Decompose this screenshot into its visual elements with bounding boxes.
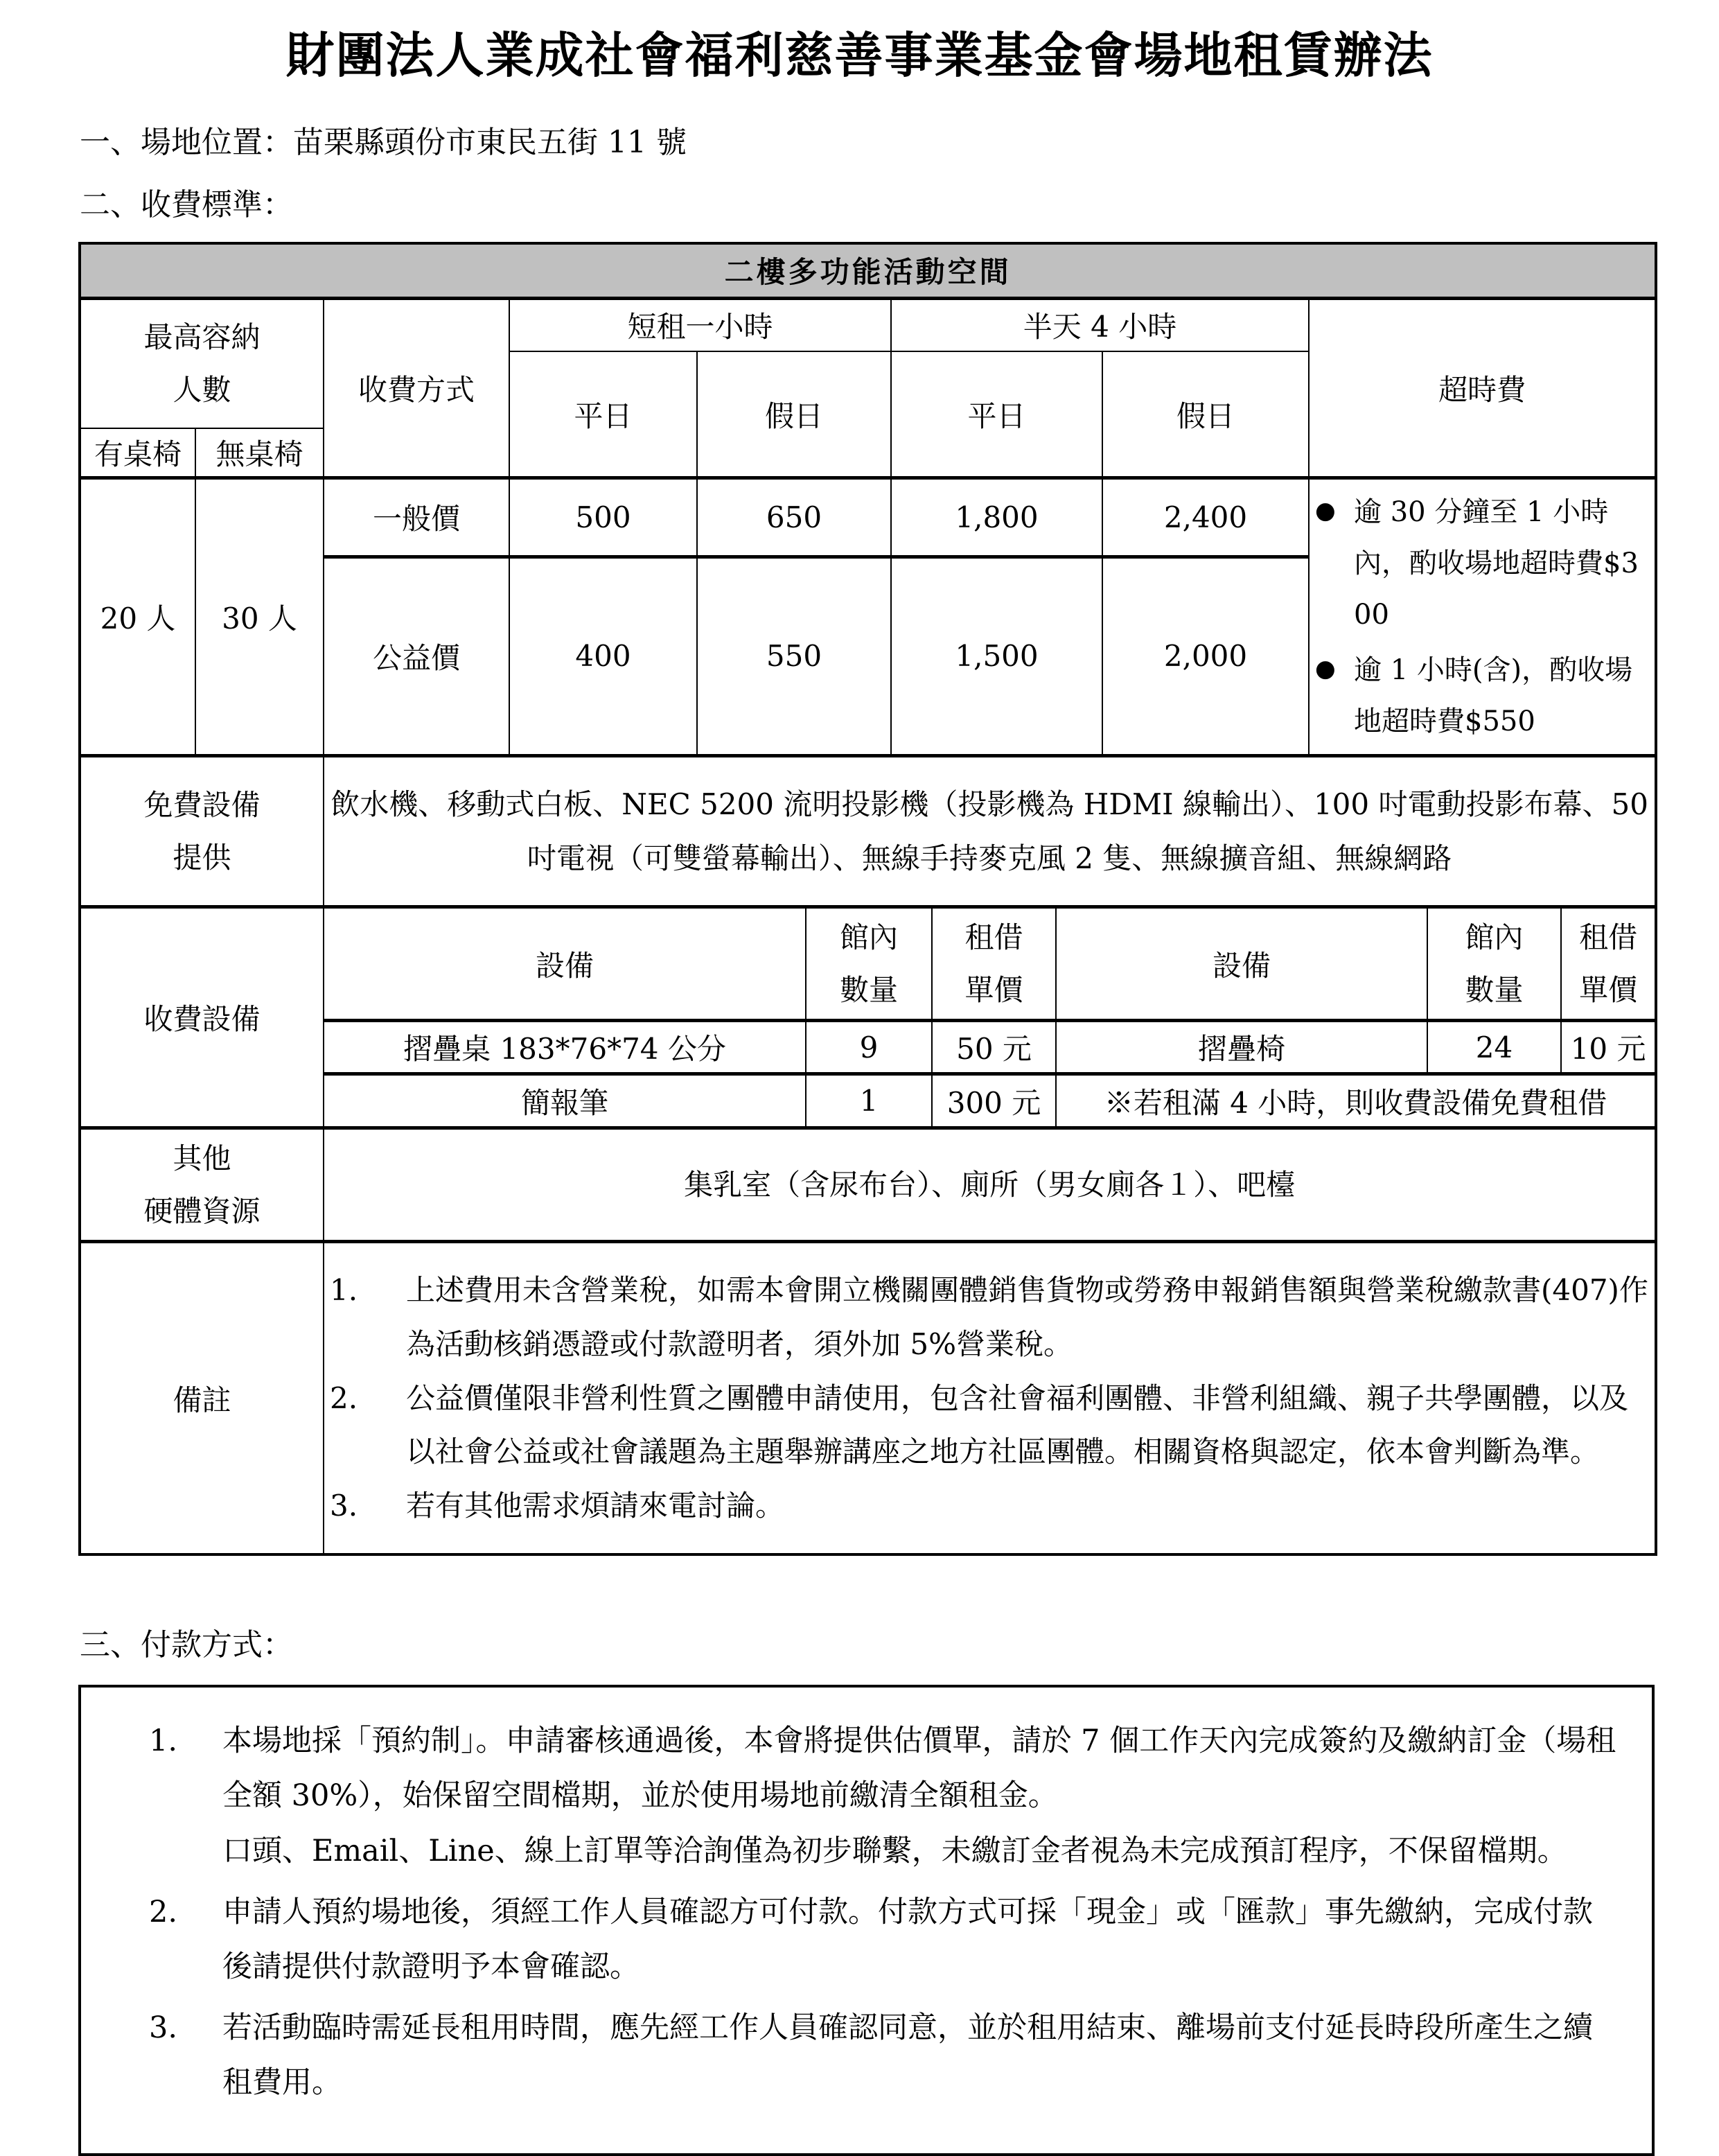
- list-number: 2.: [149, 1894, 178, 1929]
- equipment-name-header-cell: 設備: [324, 907, 806, 1021]
- remarks-content-cell: [324, 1242, 1656, 1554]
- qty-header-line1: 館內: [1465, 920, 1524, 954]
- equipment-price-cell: 50 元: [932, 1021, 1056, 1074]
- other-resources-label-line1: 其他: [173, 1141, 231, 1176]
- charity-half-holiday-cell: 2,000: [1102, 556, 1309, 756]
- capacity-with-tables-cell: 20 人: [80, 478, 195, 756]
- with-tables-header-cell: 有桌椅: [80, 428, 195, 478]
- equipment-qty-cell: 9: [806, 1021, 932, 1074]
- short-holiday-header-cell: 假日: [697, 351, 891, 478]
- remarks-label-cell: 備註: [80, 1242, 324, 1554]
- regular-half-weekday-cell: 1,800: [891, 478, 1102, 557]
- list-number: 1.: [149, 1723, 178, 1758]
- list-text: 申請人預約場地後，須經工作人員確認方可付款。付款方式可採「現金」或「匯款」事先繳納，完成付款後請提供付款證明予本會確認。: [222, 1894, 1593, 1985]
- price-type-regular-cell: 一般價: [324, 478, 509, 557]
- list-text: [222, 1714, 1619, 1879]
- location-line: 一、場地位置：苗栗縣頭份市東民五街 11 號: [80, 125, 687, 160]
- equipment-name-cell: 摺疊桌 183*76*74 公分: [324, 1021, 806, 1074]
- other-resources-label-line2: 硬體資源: [143, 1193, 261, 1228]
- short-rent-header-cell: 短租一小時: [509, 298, 891, 351]
- free-equipment-label-cell: [80, 756, 324, 907]
- list-text: 上述費用未含營業稅，如需本會開立機關團體銷售貨物或勞務申報銷售額與營業稅繳款書(407)作為活動核銷憑證或付款證明者，須外加 5%營業稅。: [406, 1273, 1648, 1362]
- other-resources-label-cell: [80, 1128, 324, 1242]
- half-day-header-cell: 半天 4 小時: [891, 298, 1309, 351]
- regular-short-weekday-cell: 500: [509, 478, 697, 557]
- overtime-notes-cell: [1309, 478, 1656, 756]
- free-equipment-content-cell: 飲水機、移動式白板、NEC 5200 流明投影機（投影機為 HDMI 線輸出）、100 吋電動投影布幕、50 吋電視（可雙螢幕輸出）、無線手持麥克風 2 隻、無線擴音組、無線網路: [324, 756, 1656, 907]
- intro-lines: [80, 117, 1719, 224]
- payment-item: [120, 1714, 1619, 1879]
- price-type-charity-cell: 公益價: [324, 556, 509, 756]
- capacity-header-cell: [80, 298, 324, 428]
- list-text: 若活動臨時需延長租用時間，應先經工作人員確認同意，並於租用結束、離場前支付延長時段所產生之續租費用。: [222, 2010, 1593, 2101]
- half-weekday-header-cell: 平日: [891, 351, 1102, 478]
- payment-paragraph: 本場地採「預約制」。申請審核通過後，本會將提供估價單，請於 7 個工作天內完成簽約及繳納訂金（場租全額 30%），始保留空間檔期，並於使用場地前繳清全額租金。: [222, 1723, 1616, 1814]
- half-holiday-header-cell: 假日: [1102, 351, 1309, 478]
- free-equipment-label-line2: 提供: [173, 840, 231, 875]
- short-weekday-header-cell: 平日: [509, 351, 697, 478]
- payment-item: [120, 2001, 1619, 2111]
- payment-item: [120, 1885, 1619, 1995]
- free-equipment-label-line1: 免費設備: [143, 787, 261, 822]
- overtime-header-cell: 超時費: [1309, 298, 1656, 478]
- equipment-name-header-cell-2: 設備: [1056, 907, 1427, 1021]
- qty-header-line2: 數量: [1465, 972, 1524, 1007]
- equipment-qty-header-cell-2: [1427, 907, 1561, 1021]
- fee-standard-line: 二、收費標準：: [80, 187, 293, 222]
- qty-header-line2: 數量: [839, 972, 898, 1007]
- charge-method-header-cell: 收費方式: [324, 298, 509, 478]
- list-number: 1.: [330, 1273, 358, 1308]
- bullet-icon: ●: [1315, 655, 1336, 683]
- price-header-line2: 單價: [964, 972, 1023, 1007]
- equipment-note-cell: ※若租滿 4 小時，則收費設備免費租借: [1056, 1074, 1656, 1128]
- price-header-line1: 租借: [1579, 920, 1638, 954]
- list-number: 3.: [149, 2010, 178, 2045]
- overtime-note-text: 逾 1 小時(含)，酌收場地超時費$550: [1354, 654, 1633, 737]
- equipment-price-cell: 10 元: [1561, 1021, 1656, 1074]
- page-title: 財團法人業成社會福利慈善事業基金會場地租賃辦法: [285, 26, 1434, 84]
- other-resources-content-cell: 集乳室（含尿布台）、廁所（男女廁各１）、吧檯: [324, 1128, 1656, 1242]
- charity-half-weekday-cell: 1,500: [891, 556, 1102, 756]
- charity-short-weekday-cell: 400: [509, 556, 697, 756]
- equipment-qty-cell: 24: [1427, 1021, 1561, 1074]
- overtime-note-item: [1315, 487, 1649, 640]
- payment-heading: 三、付款方式：: [80, 1627, 293, 1663]
- equipment-price-header-cell-2: [1561, 907, 1656, 1021]
- remark-item: [330, 1479, 1649, 1533]
- venue-fee-table: [78, 242, 1657, 1556]
- capacity-header-line2: 人數: [173, 372, 231, 407]
- price-header-line1: 租借: [964, 920, 1023, 954]
- list-number: 2.: [330, 1381, 358, 1415]
- qty-header-line1: 館內: [839, 920, 898, 954]
- without-tables-header-cell: 無桌椅: [195, 428, 324, 478]
- equipment-name-cell: 摺疊椅: [1056, 1021, 1427, 1074]
- remark-item: [330, 1371, 1649, 1479]
- paid-equipment-label-cell: 收費設備: [80, 907, 324, 1128]
- capacity-without-tables-cell: 30 人: [195, 478, 324, 756]
- regular-half-holiday-cell: 2,400: [1102, 478, 1309, 557]
- payment-paragraph: 口頭、Email、Line、線上訂單等洽詢僅為初步聯繫，未繳訂金者視為未完成預訂程序，不保留檔期。: [222, 1833, 1567, 1868]
- equipment-qty-cell: 1: [806, 1074, 932, 1128]
- regular-short-holiday-cell: 650: [697, 478, 891, 557]
- overtime-note-item: [1315, 645, 1649, 747]
- list-number: 3.: [330, 1489, 358, 1523]
- bullet-icon: ●: [1315, 497, 1336, 525]
- capacity-header-line1: 最高容納: [143, 320, 261, 355]
- equipment-price-header-cell: [932, 907, 1056, 1021]
- remark-item: [330, 1263, 1649, 1371]
- price-header-line2: 單價: [1579, 972, 1638, 1007]
- charity-short-holiday-cell: 550: [697, 556, 891, 756]
- equipment-name-cell: 簡報筆: [324, 1074, 806, 1128]
- list-text: 公益價僅限非營利性質之團體申請使用，包含社會福利團體、非營利組織、親子共學團體，以及以社會公益或社會議題為主題舉辦講座之地方社區團體。相關資格與認定，依本會判斷為準。: [406, 1381, 1629, 1469]
- equipment-price-cell: 300 元: [932, 1074, 1056, 1128]
- list-text: 若有其他需求煩請來電討論。: [406, 1489, 785, 1523]
- payment-box: [78, 1685, 1655, 2156]
- equipment-qty-header-cell: [806, 907, 932, 1021]
- overtime-note-text: 逾 30 分鐘至 1 小時內，酌收場地超時費$300: [1354, 496, 1639, 631]
- venue-title-cell: 二樓多功能活動空間: [80, 243, 1656, 298]
